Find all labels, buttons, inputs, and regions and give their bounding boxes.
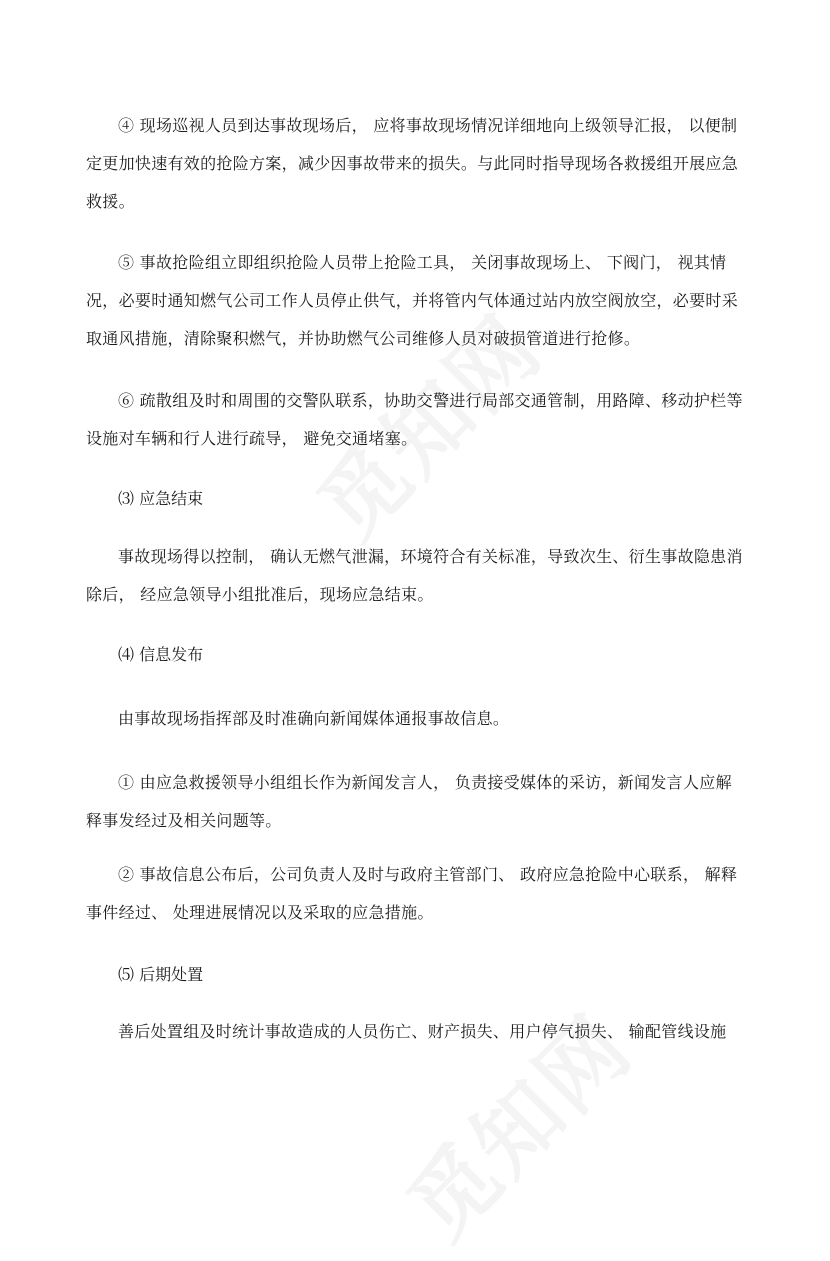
heading-emergency-end: ⑶ 应急结束 (118, 489, 204, 508)
paragraph-aftermath: 善后处置组及时统计事故造成的人员伤亡、财产损失、用户停气损失、 输配管线设施 (118, 1022, 727, 1041)
paragraph-emergency-end: 事故现场得以控制， 确认无燃气泄漏，环境符合有关标准，导致次生、衍生事故隐患消除后， 经应急领导小组批准后，现场应急结束。 (86, 547, 743, 604)
heading-information-release: ⑷ 信息发布 (118, 645, 204, 664)
paragraph-step-6: ⑥ 疏散组及时和周围的交警队联系，协助交警进行局部交通管制，用路障、移动护栏等设施对车辆和行人进行疏导， 避免交通堵塞。 (86, 391, 743, 448)
heading-aftermath: ⑸ 后期处置 (118, 965, 204, 984)
paragraph-step-5: ⑤ 事故抢险组立即组织抢险人员带上抢险工具， 关闭事故现场上、 下阀门， 视其情况，必要时通知燃气公司工作人员停止供气，并将管内气体通过站内放空阀放空，必要时采取通风措施，清除聚积燃气，并协助燃气公司维修人员对破损管道进行抢修。 (86, 253, 739, 348)
paragraph-info-step-1: ① 由应急救援领导小组组长作为新闻发言人， 负责接受媒体的采访，新闻发言人应解释事发经过及相关问题等。 (86, 773, 732, 830)
paragraph-information-release: 由事故现场指挥部及时准确向新闻媒体通报事故信息。 (118, 709, 510, 728)
paragraph-step-4: ④ 现场巡视人员到达事故现场后， 应将事故现场情况详细地向上级领导汇报， 以便制定更加快速有效的抢险方案，减少因事故带来的损失。与此同时指导现场各救援组开展应急救援。 (86, 116, 739, 211)
paragraph-info-step-2: ② 事故信息公布后，公司负责人及时与政府主管部门、 政府应急抢险中心联系， 解释事件经过、 处理进展情况以及采取的应急措施。 (86, 865, 738, 922)
